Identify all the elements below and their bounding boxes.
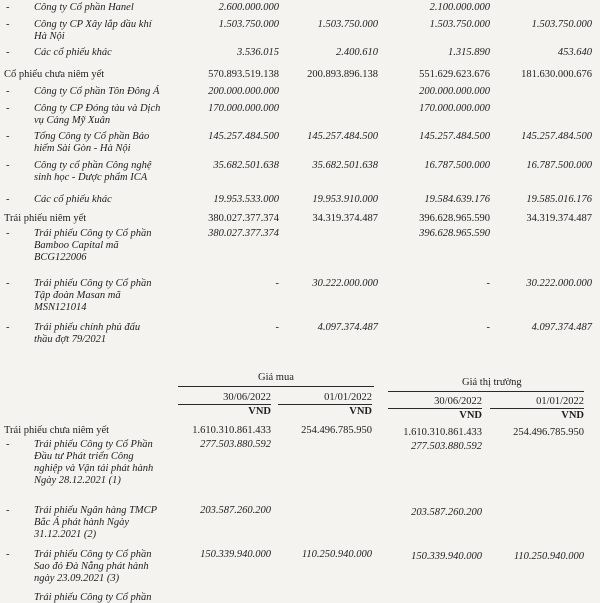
top-table-row-value: 19.953.533.000	[213, 194, 279, 205]
top-table-row-value: 2.600.000.000	[218, 2, 279, 13]
top-table-row-value: -	[275, 322, 279, 333]
date-header-purchase-current: 30/06/2022	[223, 392, 271, 403]
date-rule-4	[490, 408, 584, 409]
bottom-table-row-value: 203.587.260.200	[200, 505, 271, 516]
top-table-row-value: 2.100.000.000	[429, 2, 490, 13]
date-header-market-prior: 01/01/2022	[536, 396, 584, 407]
header-market-value: Giá thị trường	[462, 377, 522, 388]
bottom-table-row-value: 1.610.310.861.433	[403, 427, 482, 438]
bottom-table-row-label: Ngày 28.12.2021 (1)	[34, 475, 121, 486]
top-table-row-value: 1.503.750.000	[531, 19, 592, 30]
header-rule-purchase	[178, 386, 374, 387]
top-table-row-value: -	[275, 278, 279, 289]
top-table-row-value: 1.503.750.000	[218, 19, 279, 30]
top-table-row-value: 35.682.501.638	[213, 160, 279, 171]
top-table-row-bullet: -	[6, 278, 10, 289]
top-table-row-value: 170.000.000.000	[419, 103, 490, 114]
top-table-row-value: 4.097.374.487	[531, 322, 592, 333]
top-table-row-bullet: -	[6, 2, 10, 13]
top-table-row-value: 35.682.501.638	[312, 160, 378, 171]
top-table-row-label: BCG122006	[34, 252, 87, 263]
header-purchase-price: Giá mua	[258, 372, 294, 383]
bottom-table-row-label: Trái phiếu chưa niêm yết	[4, 425, 110, 436]
bottom-table-row-value: 277.503.880.592	[411, 441, 482, 452]
top-table-row-label: Công ty CP Đóng tàu và Dịch	[34, 103, 161, 114]
top-table-row-value: 200.000.000.000	[208, 86, 279, 97]
top-table-row-value: 19.584.639.176	[424, 194, 490, 205]
bottom-table-row-value: 254.496.785.950	[513, 427, 584, 438]
top-table-row-label: Tổng Công ty Cổ phần Bảo	[34, 131, 150, 142]
top-table-row-label: Công ty CP Xây lắp dầu khí	[34, 19, 152, 30]
top-table-row-value: 4.097.374.487	[317, 322, 378, 333]
top-table-row-value: 1.315.890	[448, 47, 490, 58]
top-table-row-value: 16.787.500.000	[526, 160, 592, 171]
top-table-row-value: 30.222.000.000	[312, 278, 378, 289]
top-table-row-label: MSN121014	[34, 302, 87, 313]
top-table-row-label: Công ty cổ phần Công nghệ	[34, 160, 152, 171]
date-header-purchase-prior: 01/01/2022	[324, 392, 372, 403]
bottom-table-row-label: ngày 23.09.2021 (3)	[34, 573, 120, 584]
bottom-table-row-label: Sao đỏ Đà Nẵng phát hành	[34, 561, 149, 572]
top-table-row-value: 1.503.750.000	[429, 19, 490, 30]
header-rule-market	[388, 391, 584, 392]
bottom-table-row-value: 150.339.940.000	[411, 551, 482, 562]
top-table-row-value: 16.787.500.000	[424, 160, 490, 171]
top-table-row-value: 200.000.000.000	[419, 86, 490, 97]
top-table-row-label: sinh học - Dược phẩm ICA	[34, 172, 148, 183]
top-table-row-label: Hà Nội	[34, 31, 65, 42]
top-table-row-value: 551.629.623.676	[419, 69, 490, 80]
unit-header-2: VND	[349, 406, 372, 417]
top-table-row-value: 1.503.750.000	[317, 19, 378, 30]
top-table-row-bullet: -	[6, 86, 10, 97]
bottom-table-row-bullet: -	[6, 549, 10, 560]
top-table-row-value: 34.319.374.487	[526, 213, 592, 224]
bottom-table-row-value: 254.496.785.950	[301, 425, 372, 436]
bottom-table-row-value: 1.610.310.861.433	[192, 425, 271, 436]
top-table-row-label: Cổ phiếu chưa niêm yết	[4, 69, 105, 80]
bottom-table-row-label: Trái phiếu Ngân hàng TMCP	[34, 505, 158, 516]
top-table-row-bullet: -	[6, 322, 10, 333]
top-table-row-value: 181.630.000.676	[521, 69, 592, 80]
bottom-table-row-value: 110.250.940.000	[513, 551, 584, 562]
top-table-row-value: 380.027.377.374	[208, 228, 279, 239]
top-table-row-value: 380.027.377.374	[208, 213, 279, 224]
top-table-row-bullet: -	[6, 47, 10, 58]
bottom-table-row-bullet: -	[6, 439, 10, 450]
top-table-row-bullet: -	[6, 194, 10, 205]
top-table-row-label: Trái phiếu Công ty Cổ phần	[34, 278, 152, 289]
top-table-row-value: 34.319.374.487	[312, 213, 378, 224]
date-header-market-current: 30/06/2022	[434, 396, 482, 407]
top-table-row-bullet: -	[6, 19, 10, 30]
top-table-row-bullet: -	[6, 160, 10, 171]
top-table-row-label: Trái phiếu chính phủ đấu	[34, 322, 141, 333]
top-table-row-label: thầu đợt 79/2021	[34, 334, 107, 345]
top-table-row-value: 2.400.610	[336, 47, 378, 58]
top-table-row-value: 145.257.484.500	[307, 131, 378, 142]
top-table-row-value: 145.257.484.500	[208, 131, 279, 142]
bottom-table-row-label: Đầu tư Phát triển Công	[34, 451, 134, 462]
top-table-row-label: Công ty Cổ phần Hanel	[34, 2, 134, 13]
top-table-row-value: 145.257.484.500	[419, 131, 490, 142]
bottom-table-row-bullet: -	[6, 505, 10, 516]
top-table-row-value: 453.640	[557, 47, 592, 58]
top-table-row-label: Các cổ phiếu khác	[34, 47, 112, 58]
bottom-table-row-value: 110.250.940.000	[301, 549, 372, 560]
top-table-row-value: -	[486, 278, 490, 289]
top-table-row-label: Bamboo Capital mã	[34, 240, 119, 251]
bottom-table-row-value: 150.339.940.000	[200, 549, 271, 560]
date-rule-2	[278, 404, 372, 405]
unit-header-1: VND	[248, 406, 271, 417]
top-table-row-value: -	[486, 322, 490, 333]
unit-header-3: VND	[459, 410, 482, 421]
top-table-row-value: 396.628.965.590	[419, 228, 490, 239]
bottom-table-row-value: 277.503.880.592	[200, 439, 271, 450]
top-table-row-value: 30.222.000.000	[526, 278, 592, 289]
top-table-row-value: 200.893.896.138	[307, 69, 378, 80]
unit-header-4: VND	[561, 410, 584, 421]
bottom-table-row-label: Trái phiếu Công ty Cổ Phần	[34, 439, 153, 450]
top-table-row-label: Các cổ phiếu khác	[34, 194, 112, 205]
top-table-row-label: hiểm Sài Gòn - Hà Nội	[34, 143, 131, 154]
bottom-table-row-label: 31.12.2021 (2)	[34, 529, 97, 540]
top-table-row-value: 19.585.016.176	[526, 194, 592, 205]
top-table-row-label: Trái phiếu Công ty Cổ phần	[34, 228, 152, 239]
top-table-row-value: 19.953.910.000	[312, 194, 378, 205]
top-table-row-value: 396.628.965.590	[419, 213, 490, 224]
top-table-row-value: 145.257.484.500	[521, 131, 592, 142]
bottom-table-row-label: Trái phiếu Công ty Cổ phần	[34, 549, 152, 560]
date-rule-3	[388, 408, 482, 409]
top-table-row-value: 570.893.519.138	[208, 69, 279, 80]
top-table-row-label: Công ty Cổ phần Tôn Đông Á	[34, 86, 160, 97]
top-table-row-bullet: -	[6, 131, 10, 142]
bottom-table-row-label: nghiệp và Vận tải phát hành	[34, 463, 154, 474]
bottom-table-row-label: Bắc Á phát hành Ngày	[34, 517, 130, 528]
date-rule-1	[178, 404, 271, 405]
top-table-row-bullet: -	[6, 228, 10, 239]
bottom-table-row-value: 203.587.260.200	[411, 507, 482, 518]
top-table-row-label: Tập đoàn Masan mã	[34, 290, 121, 301]
top-table-row-bullet: -	[6, 103, 10, 114]
top-table-row-value: 3.536.015	[237, 47, 279, 58]
top-table-row-label: vụ Cảng Mỹ Xuân	[34, 115, 111, 126]
cut-off-row-label: Trái phiếu Công ty Cổ phần	[34, 592, 152, 603]
top-table-row-label: Trái phiếu niêm yết	[4, 213, 87, 224]
top-table-row-value: 170.000.000.000	[208, 103, 279, 114]
